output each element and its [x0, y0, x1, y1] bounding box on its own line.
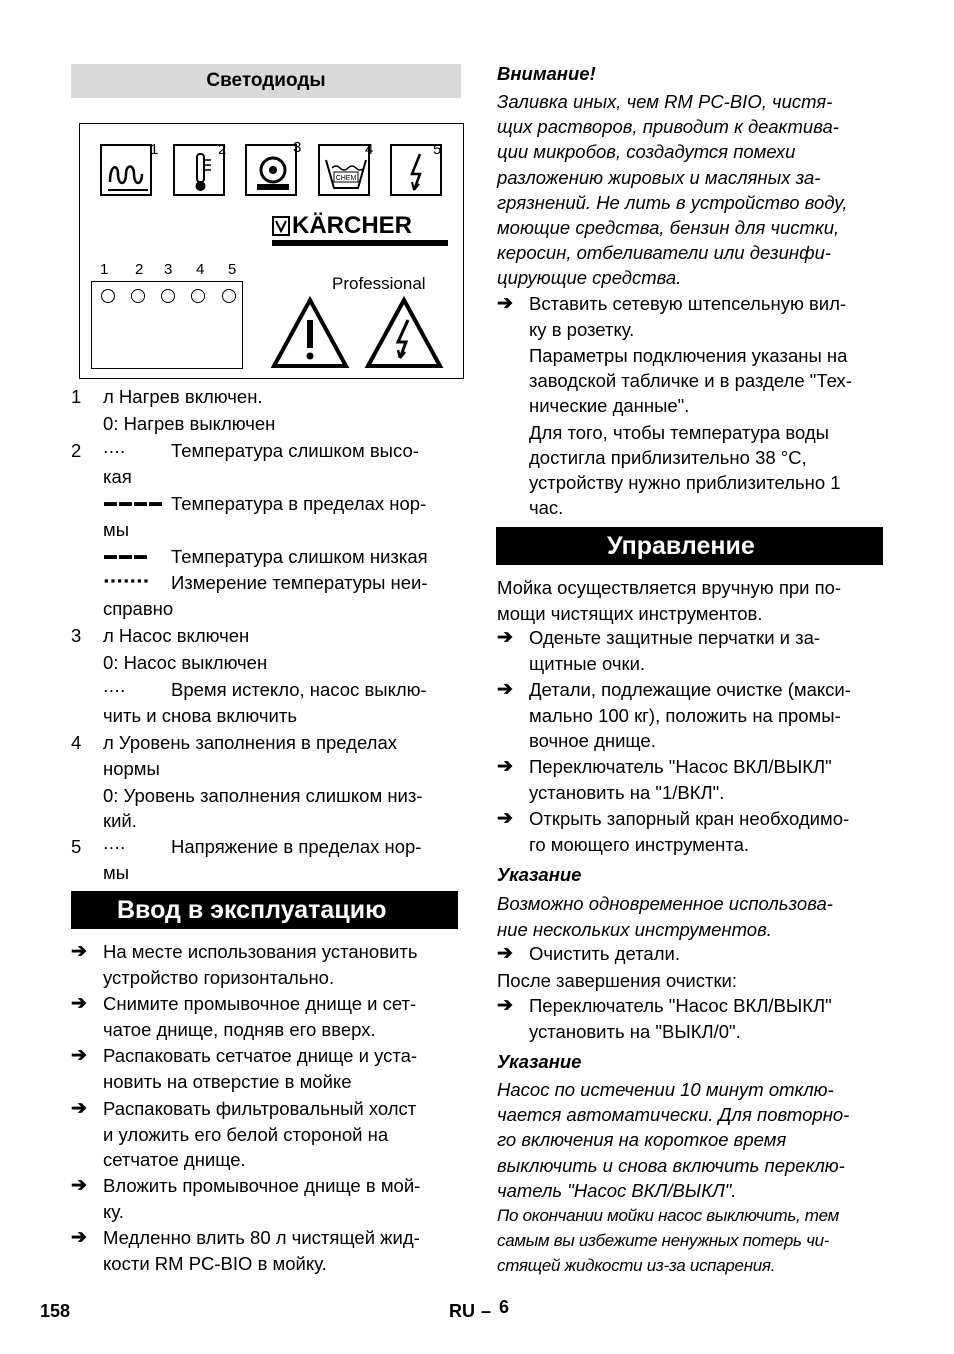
- step-text: Вставить сетевую штепсельную вил-: [529, 293, 847, 314]
- step-text: Вложить промывочное днище в мой-: [103, 1175, 421, 1196]
- legend-text: Температура слишком высо-: [171, 440, 419, 461]
- arrow-icon: ➔: [497, 995, 513, 1016]
- brand-underline: [272, 240, 448, 246]
- step-text: щитные очки.: [529, 652, 646, 674]
- plug-note: Параметры подключения указаны на: [529, 345, 848, 366]
- arrow-icon: ➔: [71, 993, 87, 1014]
- step-text: Оденьте защитные перчатки и за-: [529, 627, 821, 648]
- karcher-logo-mark: [272, 216, 290, 236]
- legend-text: нормы: [103, 758, 160, 779]
- led-2: [131, 289, 145, 303]
- led-number-2: 2: [135, 261, 144, 278]
- step-text: го моющего инструмента.: [529, 833, 750, 855]
- step-text: вочное днище.: [529, 730, 656, 751]
- legend-symbol: ....: [104, 680, 127, 695]
- heating-icon: [100, 144, 152, 196]
- legend-text: Измерение температуры неи-: [171, 572, 428, 593]
- legend-symbol: ....: [104, 441, 127, 456]
- step-text: ку.: [103, 1200, 124, 1222]
- control-panel-illustration: [79, 123, 464, 379]
- step-text: Снимите промывочное днище и сет-: [103, 993, 417, 1014]
- arrow-icon: ➔: [497, 293, 513, 314]
- step-text: Распаковать фильтровальный холст: [103, 1098, 417, 1119]
- legend-text: справно: [103, 598, 174, 619]
- step-text: ку в розетку.: [529, 318, 635, 340]
- footer-sub-page: 6: [499, 1297, 510, 1317]
- legend-text: Напряжение в пределах нор-: [171, 836, 422, 857]
- led-4: [191, 289, 205, 303]
- note-text: самым вы избежите ненужных потерь чи-: [497, 1231, 830, 1250]
- note-text: Возможно одновременное использова-: [497, 893, 833, 914]
- icon-number-1: 1: [150, 141, 159, 158]
- note-title: Указание: [497, 864, 582, 885]
- led-box: [91, 281, 243, 369]
- legend-number: 2: [71, 440, 82, 461]
- legend-number: 3: [71, 625, 82, 646]
- arrow-icon: ➔: [71, 1227, 87, 1248]
- step-text: Переключатель "Насос ВКЛ/ВЫКЛ": [529, 995, 832, 1016]
- legend-text: чить и снова включить: [103, 705, 297, 726]
- legend-text: л Уровень заполнения в пределах: [103, 732, 397, 753]
- legend-text: 0: Уровень заполнения слишком низ-: [103, 785, 423, 806]
- step-text: Распаковать сетчатое днище и уста-: [103, 1045, 418, 1066]
- plug-note: нические данные".: [529, 395, 690, 416]
- step-text: Очистить детали.: [529, 943, 680, 964]
- legend-text: 0: Нагрев выключен: [103, 413, 276, 434]
- step-text: Открыть запорный кран необходимо-: [529, 808, 850, 829]
- step-text: установить на "1/ВКЛ".: [529, 781, 725, 803]
- warning-icon: [270, 296, 350, 375]
- chem-label: CHEM: [335, 175, 357, 182]
- legend-symbol: ....: [104, 837, 127, 852]
- warning-line: цирующие средства.: [497, 267, 682, 289]
- section-title-leds: Светодиоды: [71, 64, 461, 98]
- footer-dash: –: [481, 1301, 492, 1321]
- section-title-commissioning: Ввод в эксплуатацию: [71, 891, 458, 929]
- step-text: чатое днище, подняв его вверх.: [103, 1018, 376, 1040]
- warning-title: Внимание!: [497, 63, 596, 84]
- legend-number: 1: [71, 386, 82, 407]
- note-title: Указание: [497, 1051, 582, 1072]
- legend-text: 0: Насос выключен: [103, 652, 268, 673]
- karcher-logo: [272, 214, 448, 248]
- legend-text: Температура слишком низкая: [171, 546, 428, 567]
- legend-text: кий.: [103, 810, 137, 831]
- legend-number: 4: [71, 732, 82, 753]
- step-text: новить на отверстие в мойке: [103, 1070, 352, 1092]
- arrow-icon: ➔: [497, 943, 513, 964]
- note-text: ние нескольких инструментов.: [497, 918, 772, 940]
- warning-line: моющие средства, бензин для чистки,: [497, 217, 840, 238]
- step-text: Детали, подлежащие очистке (макси-: [529, 679, 851, 700]
- step-text: кости RM PC-BIO в мойку.: [103, 1252, 327, 1274]
- arrow-icon: ➔: [71, 1175, 87, 1196]
- step-text: Переключатель "Насос ВКЛ/ВЫКЛ": [529, 756, 832, 777]
- warning-line: Заливка иных, чем RM PC-BIO, чистя-: [497, 91, 833, 112]
- legend-text: л Насос включен: [103, 625, 250, 646]
- led-3: [161, 289, 175, 303]
- led-number-5: 5: [228, 261, 237, 278]
- warning-line: разложению жировых и масляных за-: [497, 166, 821, 188]
- legend-number: 5: [71, 836, 82, 857]
- warning-line: ции микробов, создадутся помехи: [497, 141, 796, 163]
- arrow-icon: ➔: [71, 1045, 87, 1066]
- step-text: Медленно влить 80 л чистящей жид-: [103, 1227, 420, 1248]
- plug-note: час.: [529, 497, 564, 518]
- intro-text: мощи чистящих инструментов.: [497, 602, 763, 624]
- legend-text: мы: [103, 519, 130, 540]
- intro-text: Мойка осуществляется вручную при по-: [497, 577, 842, 598]
- plug-note: Для того, чтобы температура воды: [529, 422, 829, 443]
- arrow-icon: ➔: [497, 627, 513, 648]
- step-text: сетчатое днище.: [103, 1149, 246, 1170]
- note-text: го включения на короткое время: [497, 1129, 787, 1151]
- icon-number-2: 2: [218, 141, 227, 158]
- warning-line: щих растворов, приводит к деактива-: [497, 116, 839, 138]
- electric-hazard-icon: [364, 296, 444, 375]
- chemical-level-icon: [318, 144, 370, 196]
- after-clean-text: После завершения очистки:: [497, 970, 738, 991]
- section-title-operation: Управление: [496, 527, 883, 565]
- arrow-icon: ➔: [497, 679, 513, 700]
- brand-name: KÄRCHER: [292, 212, 412, 239]
- note-text: выключить и снова включить переклю-: [497, 1154, 845, 1176]
- legend-text: л Нагрев включен.: [103, 386, 263, 407]
- footer-lang: RU: [449, 1301, 475, 1321]
- legend-text: мы: [103, 862, 130, 883]
- pump-icon: [245, 144, 297, 196]
- arrow-icon: ➔: [71, 1098, 87, 1119]
- icon-number-5: 5: [433, 141, 442, 158]
- note-text: чается автоматически. Для повторно-: [497, 1104, 850, 1126]
- step-text: устройство горизонтально.: [103, 966, 335, 988]
- legend-text: Температура в пределах нор-: [171, 493, 427, 514]
- legend-symbol: ▪▪▪▪▪▪▪: [104, 573, 151, 588]
- plug-note: достигла приблизительно 38 °C,: [529, 447, 807, 468]
- warning-line: керосин, отбеливатели или дезинфи-: [497, 242, 832, 264]
- legend-text: кая: [103, 466, 132, 487]
- step-text: установить на "ВЫКЛ/0".: [529, 1020, 741, 1042]
- icon-number-4: 4: [365, 141, 374, 158]
- arrow-icon: ➔: [71, 941, 87, 962]
- led-5: [222, 289, 236, 303]
- icon-number-3: 3: [293, 139, 302, 156]
- legend-symbol: ▬▬▬▬: [104, 494, 164, 509]
- led-number-4: 4: [196, 261, 205, 278]
- note-text: По окончании мойки насос выключить, тем: [497, 1206, 839, 1225]
- led-number-1: 1: [100, 261, 109, 278]
- legend-symbol: ▬▬▬: [104, 547, 149, 562]
- led-1: [101, 289, 115, 303]
- step-text: и уложить его белой стороной на: [103, 1123, 389, 1145]
- warning-line: грязнений. Не лить в устройство воду,: [497, 191, 848, 213]
- page-number: 158: [40, 1301, 71, 1321]
- professional-label: Professional: [332, 274, 426, 293]
- plug-note: заводской табличке и в разделе "Тех-: [529, 370, 852, 391]
- note-text: чатель "Насос ВКЛ/ВЫКЛ".: [497, 1179, 737, 1201]
- step-text: На месте использования установить: [103, 941, 418, 962]
- legend-text: Время истекло, насос выклю-: [171, 679, 427, 700]
- arrow-icon: ➔: [497, 808, 513, 829]
- plug-note: устройству нужно приблизительно 1: [529, 472, 841, 493]
- note-text: стящей жидкости из-за испарения.: [497, 1256, 776, 1275]
- led-number-3: 3: [164, 261, 173, 278]
- arrow-icon: ➔: [497, 756, 513, 777]
- step-text: мально 100 кг), положить на промы-: [529, 704, 841, 726]
- note-text: Насос по истечении 10 минут отклю-: [497, 1079, 834, 1100]
